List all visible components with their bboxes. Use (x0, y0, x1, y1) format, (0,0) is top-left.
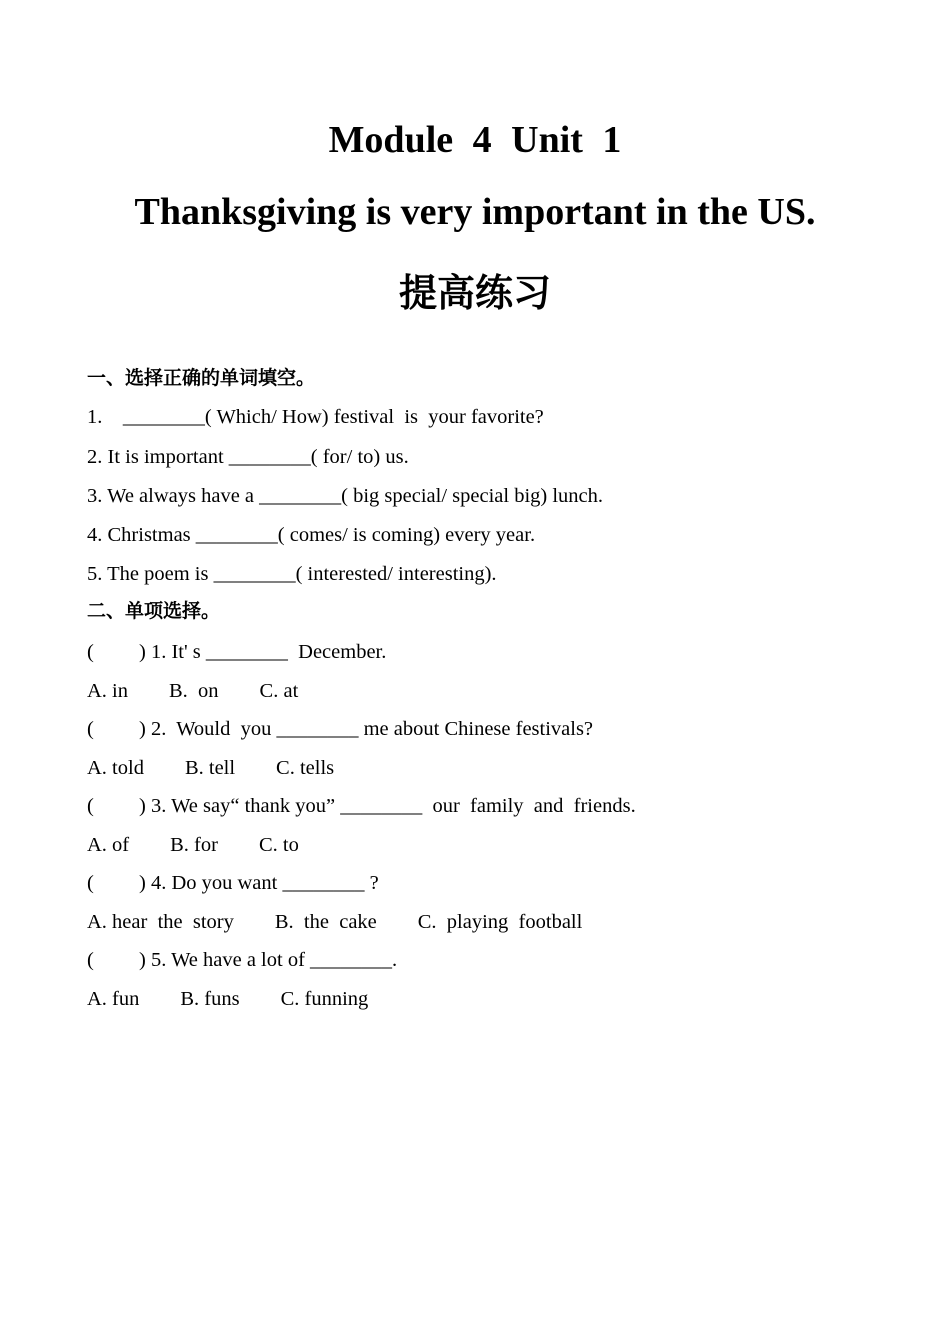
section2-heading: 二、单项选择。 (87, 600, 221, 622)
question-text: ) 5. We have a lot of ________. (139, 949, 398, 971)
question-text: ) 2. Would you ________ me about Chinese festivals? (139, 718, 594, 740)
question-text: ) 4. Do you want ________ ? (139, 872, 379, 894)
title-practice: 提高练习 (398, 271, 551, 315)
question-1-options: A. in B. on C. at (87, 680, 299, 702)
answer-bracket-open: ( (87, 718, 94, 740)
question-2-options: A. told B. tell C. tells (87, 757, 335, 779)
question-5 (87, 948, 397, 973)
answer-bracket-open: ( (87, 641, 94, 663)
answer-bracket-open: ( (87, 795, 94, 817)
question-text: ) 1. It' s ________ December. (139, 641, 387, 663)
fill-item-1: 1. ________( Which/ How) festival is your favorite? (87, 406, 544, 428)
fill-item-5: 5. The poem is ________( interested/ interesting). (87, 563, 497, 585)
fill-item-3: 3. We always have a ________( big special/ special big) lunch. (87, 485, 604, 507)
question-4 (87, 871, 379, 896)
section1-heading: 一、选择正确的单词填空。 (87, 367, 316, 389)
question-text: ) 3. We say“ thank you” ________ our family and friends. (139, 795, 636, 817)
title-lesson: Thanksgiving is very important in the US. (134, 191, 816, 233)
question-3-options: A. of B. for C. to (87, 834, 299, 856)
title-module-unit: Module 4 Unit 1 (328, 119, 622, 161)
question-2 (87, 717, 593, 742)
question-5-options: A. fun B. funs C. funning (87, 988, 369, 1010)
question-3 (87, 794, 636, 819)
question-1 (87, 640, 386, 665)
fill-item-2: 2. It is important ________( for/ to) us. (87, 446, 409, 468)
fill-item-4: 4. Christmas ________( comes/ is coming) every year. (87, 524, 536, 546)
answer-bracket-open: ( (87, 872, 94, 894)
answer-bracket-open: ( (87, 949, 94, 971)
question-4-options: A. hear the story B. the cake C. playing football (87, 911, 583, 933)
